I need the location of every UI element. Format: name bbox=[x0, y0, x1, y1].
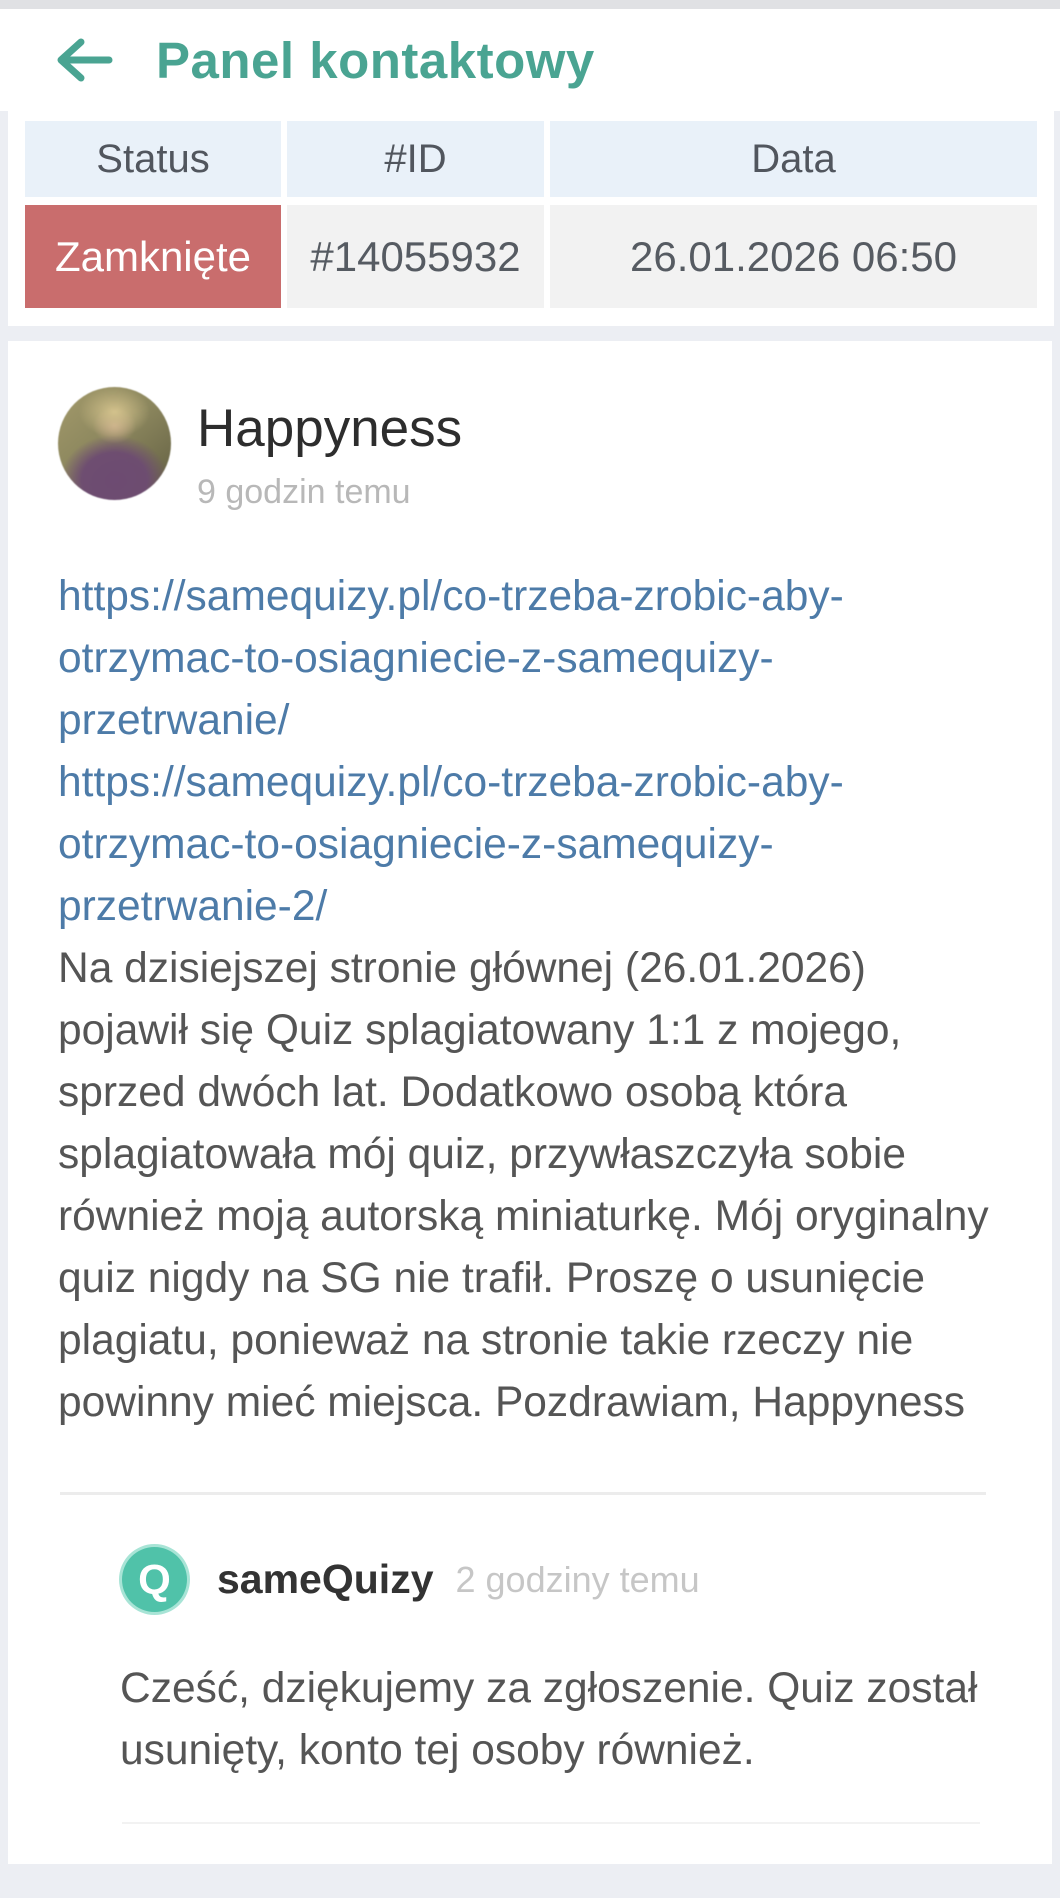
ticket-row[interactable] bbox=[25, 205, 1037, 308]
message-author: Happyness bbox=[197, 399, 463, 458]
reply-block bbox=[58, 1547, 1000, 1824]
app-bar bbox=[0, 9, 1060, 111]
quiz-link-1[interactable]: https://samequizy.pl/co-trzeba-zrobic-aby-otrzymac-to-osiagniecie-z-samequizy-przetrwanie/ bbox=[58, 573, 844, 744]
column-header-id: #ID bbox=[287, 121, 544, 197]
ticket-summary-panel bbox=[8, 111, 1054, 326]
table-header-row bbox=[25, 121, 1037, 197]
avatar[interactable] bbox=[58, 387, 171, 500]
status-badge: Zamknięte bbox=[25, 205, 281, 308]
message-text: Na dzisiejszej stronie głównej (26.01.2026) pojawił się Quiz splagiatowany 1:1 z mojego, sprzed dwóch lat. Dodatkowo osobą która splagiatowała mój quiz, przywłaszczyła sobie również moją autorską miniaturkę. Mój oryginalny quiz nigdy na SG nie trafił. Proszę o usunięcie plagiatu, ponieważ na stronie takie rzeczy nie powinny mieć miejsca. Pozdrawiam, Happyness bbox=[58, 945, 989, 1426]
back-arrow-icon bbox=[55, 38, 113, 82]
reply-divider bbox=[122, 1822, 980, 1824]
logo-letter: Q bbox=[138, 1555, 171, 1603]
message-header-text bbox=[197, 387, 462, 512]
page-title: Panel kontaktowy bbox=[156, 31, 595, 89]
reply-body: Cześć, dziękujemy za zgłoszenie. Quiz został usunięty, konto tej osoby również. bbox=[120, 1665, 978, 1774]
ticket-id: #14055932 bbox=[287, 205, 544, 308]
message-body bbox=[58, 566, 1000, 1434]
ticket-thread-card bbox=[8, 341, 1052, 1864]
reply-timestamp: 2 godziny temu bbox=[455, 1558, 700, 1600]
back-button[interactable] bbox=[52, 28, 116, 92]
quiz-link-2[interactable]: https://samequizy.pl/co-trzeba-zrobic-aby-otrzymac-to-osiagniecie-z-samequizy-przetrwanie-2/ bbox=[58, 759, 844, 930]
message-timestamp: 9 godzin temu bbox=[197, 473, 411, 511]
ticket-date: 26.01.2026 06:50 bbox=[550, 205, 1037, 308]
section-gap bbox=[0, 326, 1055, 341]
samequizy-logo-icon bbox=[122, 1547, 187, 1612]
thread-divider bbox=[60, 1492, 986, 1495]
top-edge-strip bbox=[0, 0, 1060, 9]
column-header-data: Data bbox=[550, 121, 1037, 197]
reply-header bbox=[122, 1547, 1000, 1612]
message-header bbox=[58, 387, 1000, 512]
reply-author: sameQuizy bbox=[217, 1556, 434, 1602]
column-header-status: Status bbox=[25, 121, 281, 197]
